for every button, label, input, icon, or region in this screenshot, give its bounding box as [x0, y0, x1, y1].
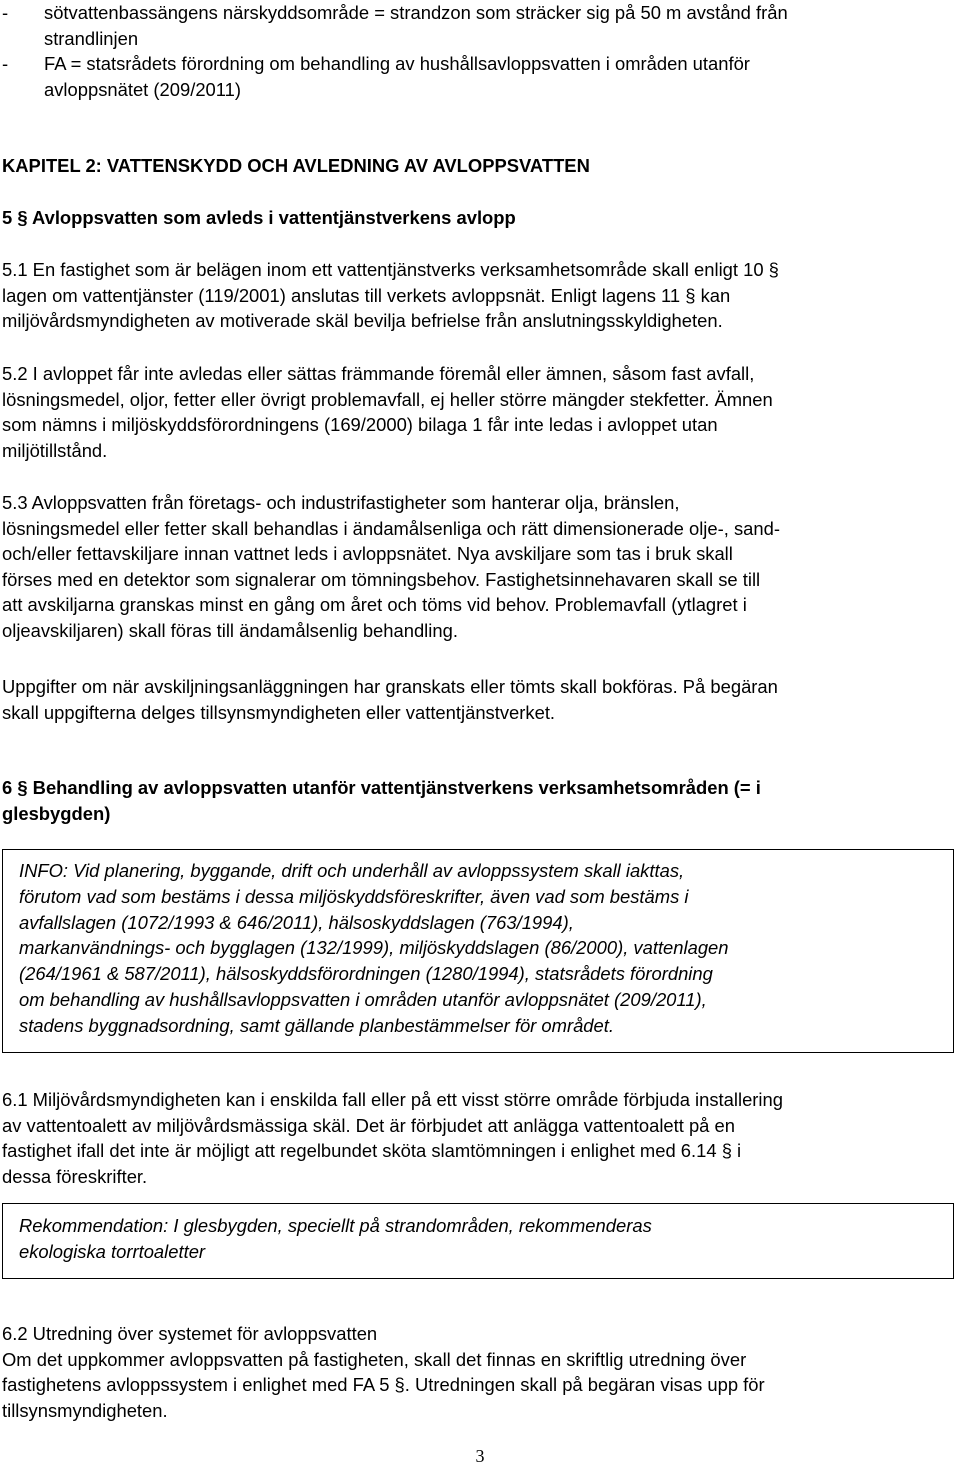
definition-item [2, 51, 958, 102]
section-5-heading: 5 § Avloppsvatten som avleds i vattentjänstverkens avlopp [2, 207, 516, 228]
definition-line: FA = statsrådets förordning om behandling av hushållsavloppsvatten i områden utanför [44, 53, 750, 74]
paragraph-5-3-records: Uppgifter om när avskiljningsanläggningen har granskats eller tömts skall bokföras. På begäran skall uppgifterna delges tillsynsmyndigheten eller vattentjänstverket. [2, 676, 778, 723]
paragraph-6-2: 6.2 Utredning över systemet för avloppsvatten Om det uppkommer avloppsvatten på fastigheten, skall det finnas en skriftlig utredning över fastighetens avloppssystem i enlighet med FA 5 §. Utredningen skall på begäran visas upp för tillsynsmyndigheten. [2, 1321, 958, 1423]
info-box: INFO: Vid planering, byggande, drift och underhåll av avloppssystem skall iakttas, förutom vad som bestäms i dessa miljöskyddsföreskrifter, även vad som bestäms i avfallslagen (1072/1993 & 646/2011), hälsoskyddslagen (763/1994), markanvändnings- och bygglagen (132/1999), miljöskyddslagen (86/2000), vattenlagen (264/1961 & 587/2011), hälsoskyddsförordningen (1280/1994), statsrådets förordning om behandling av hushållsavloppsvatten i områden utanför avloppsnätet (209/2011), stadens byggnadsordning, samt gällande planbestämmelser för området. [2, 849, 954, 1053]
list-dash: - [2, 53, 9, 74]
definition-line: sötvattenbassängens närskyddsområde = strandzon som sträcker sig på 50 m avstånd från [44, 2, 788, 23]
definition-line: avloppsnätet (209/2011) [44, 78, 241, 100]
paragraph-5-1: 5.1 En fastighet som är belägen inom ett vattentjänstverks verksamhetsområde skall enligt 10 § lagen om vattentjänster (119/2001) anslutas till verkets avloppsnät. Enligt lagens 11 § kan miljövårdsmyndigheten av motiverade skäl bevilja befrielse från anslutningsskyldigheten. [2, 259, 779, 332]
page-number: 3 [475, 1446, 485, 1466]
subsection-heading: 6.2 Utredning över systemet för avloppsvatten [2, 1323, 378, 1344]
definition-item [2, 0, 958, 51]
definition-line: strandlinjen [44, 27, 139, 49]
chapter-heading: KAPITEL 2: VATTENSKYDD OCH AVLEDNING AV AVLOPPSVATTEN [2, 155, 590, 176]
paragraph-6-1: 6.1 Miljövårdsmyndigheten kan i enskilda fall eller på ett visst större område förbjuda installering av vattentoalett av miljövårdsmässiga skäl. Det är förbjudet att anlägga vattentoalett på en fastighet ifall det inte är möjligt att regelbundet sköta slamtömningen i enlighet med 6.14 § i dessa föreskrifter. [2, 1089, 783, 1187]
recommendation-box: Rekommendation: I glesbygden, speciellt på strandområden, rekommenderas ekologiska torrtoaletter [2, 1203, 954, 1279]
paragraph-5-2: 5.2 I avloppet får inte avledas eller sättas främmande föremål eller ämnen, såsom fast avfall, lösningsmedel, oljor, fetter eller övrigt problemavfall, ej heller större mängder stekfetter. Ämnen som nämns i miljöskyddsförordningens (169/2000) bilaga 1 får inte ledas i avloppet utan miljötillstånd. [2, 363, 773, 461]
section-6-heading: 6 § Behandling av avloppsvatten utanför vattentjänstverkens verksamhetsområden (= i glesbygden) [2, 777, 761, 824]
list-dash: - [2, 2, 9, 23]
paragraph-5-3: 5.3 Avloppsvatten från företags- och industrifastigheter som hanterar olja, bränslen, lösningsmedel eller fetter skall behandlas i ändamålsenliga och rätt dimensionerade olje-, sand- och/eller fettavskiljare innan vattnet leds i avloppsnätet. Nya avskiljare som tas i bruk skall förses med en detektor som signalerar om tömningsbehov. Fastighetsinnehavaren skall se till att avskiljarna granskas minst en gång om året och töms vid behov. Problemavfall (ytlagret i oljeavskiljaren) skall föras till ändamålsenlig behandling. [2, 492, 780, 641]
